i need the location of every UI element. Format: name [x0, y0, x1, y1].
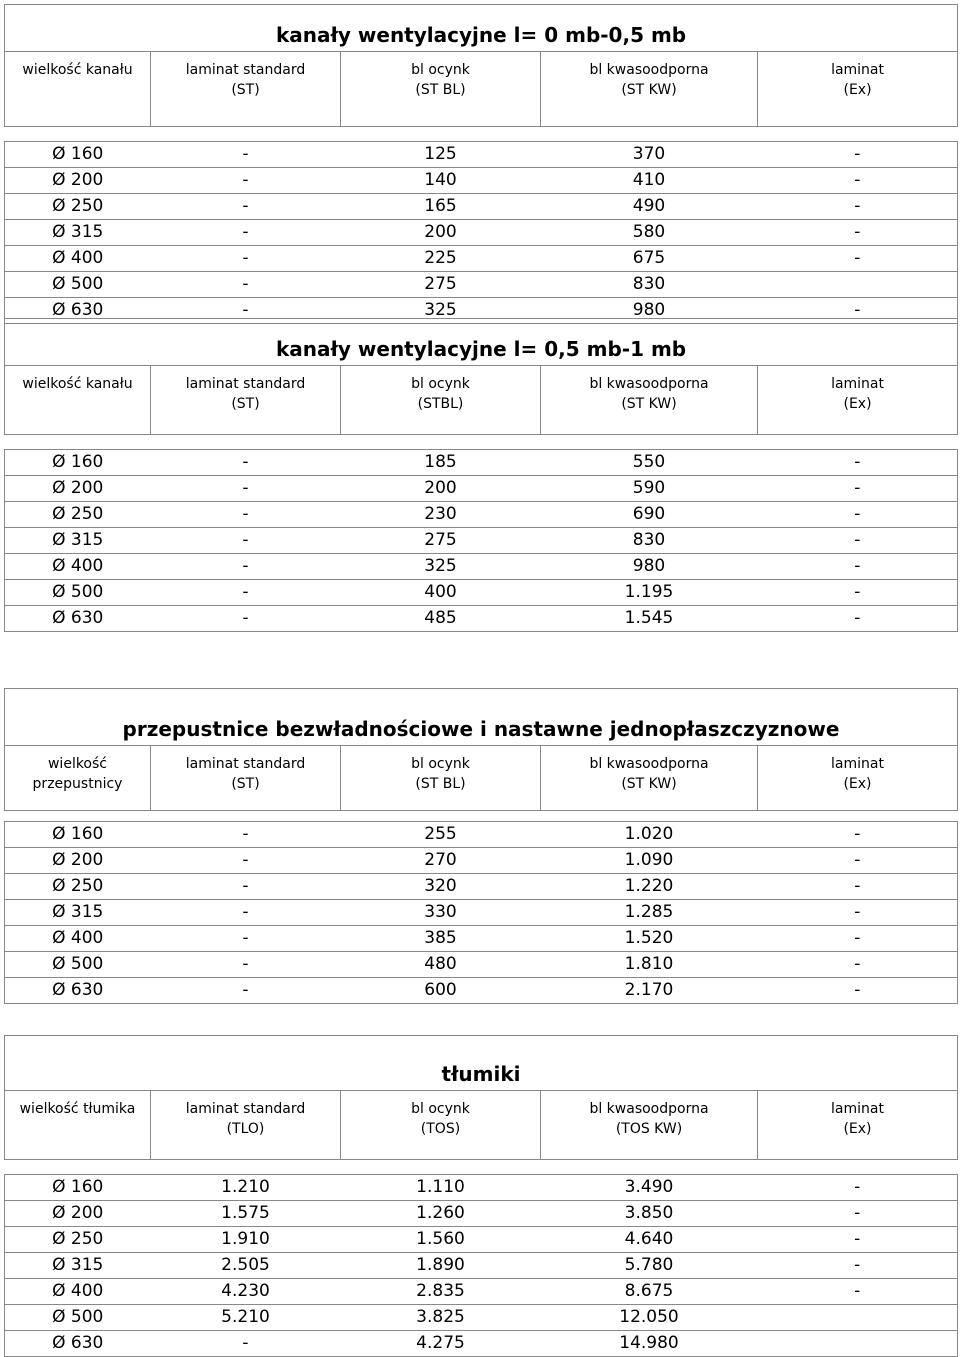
- table-row: [5, 168, 958, 194]
- table-cell: Ø 200: [5, 1201, 151, 1227]
- column-header: [151, 746, 341, 811]
- column-header-label: laminat standard: [185, 756, 306, 772]
- column-header: [541, 1091, 758, 1160]
- table-cell: 140: [341, 168, 541, 194]
- table-cell: Ø 250: [5, 194, 151, 220]
- table-row: [5, 554, 958, 580]
- column-header-label: wielkość kanału: [22, 376, 133, 392]
- table-cell: 1.090: [541, 848, 758, 874]
- table-cell: -: [758, 554, 958, 580]
- table-cell: 165: [341, 194, 541, 220]
- table-row: [5, 142, 958, 168]
- column-header-code: (ST BL): [415, 82, 466, 98]
- column-header-label: laminat: [831, 1101, 884, 1117]
- table-cell: 480: [341, 952, 541, 978]
- table-cell: Ø 160: [5, 142, 151, 168]
- table-cell: 200: [341, 220, 541, 246]
- table-row: [5, 1279, 958, 1305]
- table-cell: 325: [341, 554, 541, 580]
- table-row: [5, 848, 958, 874]
- spacer-cell: [541, 1160, 758, 1175]
- table-cell: 830: [541, 528, 758, 554]
- table-cell: 490: [541, 194, 758, 220]
- table-cell: -: [758, 580, 958, 606]
- table-section-kanaly-05-1: [4, 318, 957, 632]
- column-header-code: (Ex): [843, 776, 872, 792]
- table-cell: Ø 250: [5, 502, 151, 528]
- column-header: [151, 1091, 341, 1160]
- column-header-code: przepustnicy: [32, 776, 123, 792]
- table-cell: -: [758, 1175, 958, 1201]
- column-header-code: (ST BL): [415, 776, 466, 792]
- table-cell: 12.050: [541, 1305, 758, 1331]
- column-header-code: (Ex): [843, 396, 872, 412]
- column-header-label: laminat standard: [185, 1101, 306, 1117]
- table-cell: 225: [341, 246, 541, 272]
- table-cell: -: [758, 450, 958, 476]
- table-title: kanały wentylacyjne l= 0 mb-0,5 mb: [5, 5, 958, 52]
- table-cell: -: [151, 606, 341, 632]
- table-cell: [758, 1305, 958, 1331]
- table-cell: 1.195: [541, 580, 758, 606]
- spacer-cell: [151, 435, 341, 450]
- spacer-cell: [5, 1160, 151, 1175]
- column-header-label: bl ocynk: [411, 62, 470, 78]
- spacer-cell: [541, 127, 758, 142]
- column-header-label: bl kwasoodporna: [589, 62, 709, 78]
- column-header-code: (ST): [231, 776, 260, 792]
- spacer-cell: [341, 1160, 541, 1175]
- table-cell: -: [758, 1201, 958, 1227]
- column-header: [758, 366, 958, 435]
- column-header-label: wielkość: [47, 756, 107, 772]
- table-cell: 185: [341, 450, 541, 476]
- table-cell: 230: [341, 502, 541, 528]
- column-header-label: laminat: [831, 756, 884, 772]
- column-header: [341, 52, 541, 127]
- table-cell: 275: [341, 272, 541, 298]
- table-cell: Ø 630: [5, 606, 151, 632]
- column-header: [758, 1091, 958, 1160]
- table-row: [5, 952, 958, 978]
- table-row: [5, 246, 958, 272]
- column-header-label: laminat standard: [185, 376, 306, 392]
- table-cell: 690: [541, 502, 758, 528]
- table-cell: 125: [341, 142, 541, 168]
- column-header-code: (TOS): [420, 1121, 461, 1137]
- table-cell: -: [151, 554, 341, 580]
- column-header: [151, 52, 341, 127]
- table-cell: Ø 500: [5, 272, 151, 298]
- column-header: [5, 366, 151, 435]
- table-title: kanały wentylacyjne l= 0,5 mb-1 mb: [5, 319, 958, 366]
- table-cell: -: [758, 502, 958, 528]
- table-cell: -: [151, 298, 341, 324]
- table-row: [5, 528, 958, 554]
- table-cell: 600: [341, 978, 541, 1004]
- column-header-label: wielkość kanału: [22, 62, 133, 78]
- table-cell: 270: [341, 848, 541, 874]
- table-row: [5, 1175, 958, 1201]
- table-cell: -: [758, 606, 958, 632]
- table-cell: Ø 630: [5, 978, 151, 1004]
- table-cell: -: [151, 874, 341, 900]
- table-section-kanaly-0-05: [4, 4, 957, 324]
- column-header: [5, 746, 151, 811]
- table-row: [5, 476, 958, 502]
- table-cell: Ø 315: [5, 1253, 151, 1279]
- table-cell: -: [758, 1227, 958, 1253]
- table-cell: 4.230: [151, 1279, 341, 1305]
- column-header: [5, 1091, 151, 1160]
- table-cell: [758, 1331, 958, 1357]
- table-cell: 2.505: [151, 1253, 341, 1279]
- table-cell: -: [758, 220, 958, 246]
- table-cell: Ø 160: [5, 822, 151, 848]
- table-cell: Ø 160: [5, 450, 151, 476]
- table-cell: 830: [541, 272, 758, 298]
- table-cell: 4.275: [341, 1331, 541, 1357]
- table-cell: Ø 630: [5, 1331, 151, 1357]
- spacer-cell: [151, 811, 341, 822]
- table-row: [5, 1253, 958, 1279]
- table-cell: 3.490: [541, 1175, 758, 1201]
- table-cell: 1.110: [341, 1175, 541, 1201]
- table-cell: Ø 250: [5, 1227, 151, 1253]
- column-header-label: laminat standard: [185, 62, 306, 78]
- column-header: [758, 52, 958, 127]
- price-table: [4, 688, 958, 1004]
- table-row: [5, 1305, 958, 1331]
- table-cell: Ø 315: [5, 528, 151, 554]
- column-header-code: (ST): [231, 396, 260, 412]
- table-cell: -: [151, 900, 341, 926]
- table-cell: 400: [341, 580, 541, 606]
- table-cell: -: [758, 978, 958, 1004]
- table-title: przepustnice bezwładnościowe i nastawne jednopłaszczyznowe: [5, 689, 958, 746]
- column-header: [541, 746, 758, 811]
- table-cell: Ø 400: [5, 246, 151, 272]
- table-cell: -: [758, 1279, 958, 1305]
- column-header-code: (ST KW): [621, 82, 677, 98]
- table-cell: 1.560: [341, 1227, 541, 1253]
- table-cell: 1.575: [151, 1201, 341, 1227]
- spacer-cell: [151, 1160, 341, 1175]
- table-cell: -: [151, 528, 341, 554]
- table-cell: Ø 400: [5, 1279, 151, 1305]
- table-cell: -: [151, 1331, 341, 1357]
- table-cell: 370: [541, 142, 758, 168]
- table-cell: 1.520: [541, 926, 758, 952]
- spacer-cell: [5, 127, 151, 142]
- table-cell: 1.220: [541, 874, 758, 900]
- table-row: [5, 220, 958, 246]
- table-cell: Ø 630: [5, 298, 151, 324]
- table-section-przepustnice: [4, 688, 957, 1004]
- table-cell: 325: [341, 298, 541, 324]
- table-cell: 550: [541, 450, 758, 476]
- table-row: [5, 580, 958, 606]
- spacer-cell: [541, 435, 758, 450]
- table-cell: -: [758, 900, 958, 926]
- table-cell: -: [758, 142, 958, 168]
- table-cell: 385: [341, 926, 541, 952]
- table-cell: -: [758, 926, 958, 952]
- spacer-cell: [151, 127, 341, 142]
- column-header-code: (ST KW): [621, 396, 677, 412]
- table-cell: -: [758, 874, 958, 900]
- table-cell: -: [758, 822, 958, 848]
- table-cell: Ø 250: [5, 874, 151, 900]
- spacer-cell: [758, 811, 958, 822]
- column-header-label: bl kwasoodporna: [589, 376, 709, 392]
- price-table: [4, 4, 958, 324]
- table-cell: Ø 200: [5, 476, 151, 502]
- table-cell: -: [151, 580, 341, 606]
- table-cell: 2.170: [541, 978, 758, 1004]
- column-header-label: bl kwasoodporna: [589, 756, 709, 772]
- table-cell: Ø 315: [5, 900, 151, 926]
- column-header: [758, 746, 958, 811]
- table-row: [5, 194, 958, 220]
- table-cell: Ø 200: [5, 848, 151, 874]
- spacer-cell: [758, 127, 958, 142]
- column-header: [341, 746, 541, 811]
- column-header-label: laminat: [831, 376, 884, 392]
- table-row: [5, 502, 958, 528]
- table-cell: -: [151, 272, 341, 298]
- table-cell: -: [758, 848, 958, 874]
- table-row: [5, 874, 958, 900]
- column-header-label: bl ocynk: [411, 376, 470, 392]
- table-row: [5, 1331, 958, 1357]
- column-header-label: wielkość tłumika: [19, 1101, 136, 1117]
- table-section-tlumiki: [4, 1035, 957, 1357]
- table-cell: 410: [541, 168, 758, 194]
- table-cell: 1.890: [341, 1253, 541, 1279]
- table-cell: -: [758, 168, 958, 194]
- table-cell: 3.825: [341, 1305, 541, 1331]
- table-cell: -: [151, 926, 341, 952]
- spacer-cell: [5, 435, 151, 450]
- table-cell: 5.780: [541, 1253, 758, 1279]
- column-header-code: (ST KW): [621, 776, 677, 792]
- table-cell: 980: [541, 554, 758, 580]
- spacer-cell: [758, 435, 958, 450]
- table-cell: Ø 200: [5, 168, 151, 194]
- column-header-code: (Ex): [843, 82, 872, 98]
- table-cell: -: [758, 194, 958, 220]
- spacer-cell: [341, 435, 541, 450]
- column-header-code: (TOS KW): [615, 1121, 683, 1137]
- column-header-label: bl kwasoodporna: [589, 1101, 709, 1117]
- table-row: [5, 926, 958, 952]
- column-header: [341, 1091, 541, 1160]
- header-row: [5, 52, 958, 127]
- table-cell: -: [151, 194, 341, 220]
- table-cell: -: [151, 450, 341, 476]
- spacer-cell: [341, 811, 541, 822]
- table-cell: -: [151, 142, 341, 168]
- table-row: [5, 1227, 958, 1253]
- column-header-code: (STBL): [417, 396, 464, 412]
- table-cell: -: [151, 822, 341, 848]
- column-header-code: (ST): [231, 82, 260, 98]
- table-cell: -: [151, 220, 341, 246]
- table-cell: 1.910: [151, 1227, 341, 1253]
- price-table: [4, 318, 958, 632]
- table-cell: 255: [341, 822, 541, 848]
- table-cell: -: [758, 1253, 958, 1279]
- spacer-cell: [541, 811, 758, 822]
- column-header: [541, 366, 758, 435]
- table-cell: 2.835: [341, 1279, 541, 1305]
- column-header: [151, 366, 341, 435]
- table-cell: 14.980: [541, 1331, 758, 1357]
- table-cell: -: [151, 502, 341, 528]
- table-cell: -: [151, 952, 341, 978]
- table-cell: Ø 500: [5, 952, 151, 978]
- column-header-label: bl ocynk: [411, 756, 470, 772]
- table-cell: Ø 500: [5, 1305, 151, 1331]
- table-cell: Ø 160: [5, 1175, 151, 1201]
- table-cell: 8.675: [541, 1279, 758, 1305]
- table-cell: -: [758, 952, 958, 978]
- table-cell: Ø 315: [5, 220, 151, 246]
- column-header-label: laminat: [831, 62, 884, 78]
- column-header: [541, 52, 758, 127]
- table-cell: 580: [541, 220, 758, 246]
- spacer-cell: [758, 1160, 958, 1175]
- table-cell: 200: [341, 476, 541, 502]
- table-cell: -: [758, 246, 958, 272]
- column-header-label: bl ocynk: [411, 1101, 470, 1117]
- table-cell: Ø 500: [5, 580, 151, 606]
- table-row: [5, 1201, 958, 1227]
- table-cell: -: [151, 978, 341, 1004]
- table-cell: -: [758, 528, 958, 554]
- table-cell: 5.210: [151, 1305, 341, 1331]
- table-cell: -: [151, 168, 341, 194]
- table-row: [5, 822, 958, 848]
- table-cell: 320: [341, 874, 541, 900]
- table-cell: 1.260: [341, 1201, 541, 1227]
- table-cell: [758, 272, 958, 298]
- table-cell: 1.210: [151, 1175, 341, 1201]
- column-header: [5, 52, 151, 127]
- table-cell: Ø 400: [5, 554, 151, 580]
- table-row: [5, 978, 958, 1004]
- table-row: [5, 900, 958, 926]
- table-cell: 1.285: [541, 900, 758, 926]
- table-cell: -: [758, 476, 958, 502]
- spacer-cell: [5, 811, 151, 822]
- table-cell: 980: [541, 298, 758, 324]
- header-row: [5, 746, 958, 811]
- table-title: tłumiki: [5, 1036, 958, 1091]
- table-cell: 275: [341, 528, 541, 554]
- table-cell: 3.850: [541, 1201, 758, 1227]
- table-row: [5, 450, 958, 476]
- spacer-cell: [341, 127, 541, 142]
- table-cell: -: [758, 298, 958, 324]
- table-cell: 330: [341, 900, 541, 926]
- column-header-code: (Ex): [843, 1121, 872, 1137]
- table-cell: 1.545: [541, 606, 758, 632]
- table-row: [5, 272, 958, 298]
- header-row: [5, 1091, 958, 1160]
- table-cell: -: [151, 476, 341, 502]
- table-cell: 1.810: [541, 952, 758, 978]
- table-cell: Ø 400: [5, 926, 151, 952]
- table-cell: 485: [341, 606, 541, 632]
- table-cell: -: [151, 246, 341, 272]
- table-cell: -: [151, 848, 341, 874]
- column-header: [341, 366, 541, 435]
- table-cell: 4.640: [541, 1227, 758, 1253]
- price-table: [4, 1035, 958, 1357]
- table-cell: 675: [541, 246, 758, 272]
- header-row: [5, 366, 958, 435]
- column-header-code: (TLO): [226, 1121, 265, 1137]
- table-row: [5, 606, 958, 632]
- table-cell: 1.020: [541, 822, 758, 848]
- table-cell: 590: [541, 476, 758, 502]
